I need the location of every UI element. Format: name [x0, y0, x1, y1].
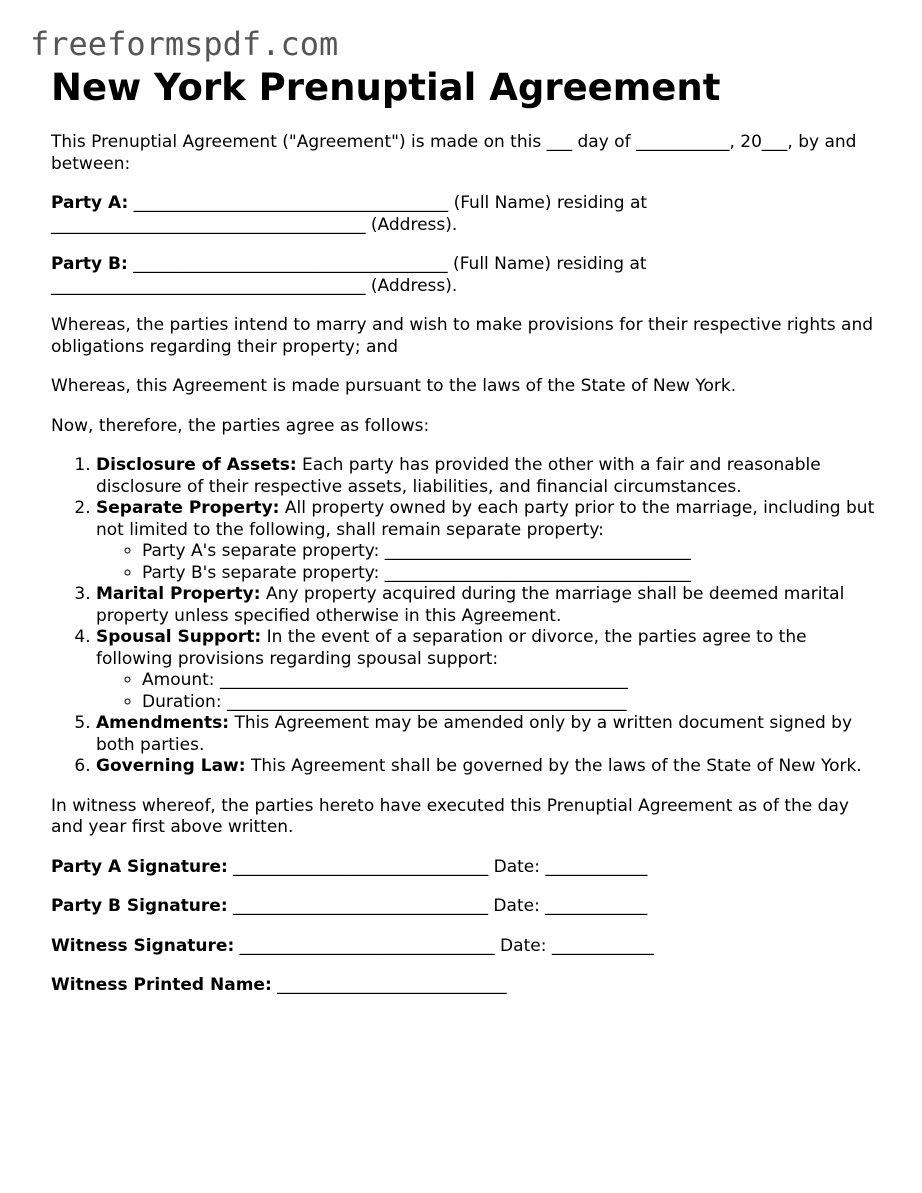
support-duration: ◦ Duration: _______________________________________________ — [142, 692, 876, 714]
intro-paragraph: This Prenuptial Agreement ("Agreement") is made on this ___ day of ___________, 20___, by and between: — [51, 132, 857, 174]
witness-printed-name-line — [51, 975, 876, 997]
term-heading: Separate Property: — [96, 498, 280, 518]
term-text: Any property acquired during the marriage shall be deemed marital property unless specified otherwise in this Agreement. — [96, 584, 845, 626]
term-heading: Governing Law: — [96, 756, 246, 776]
watermark: freeformspdf.com — [30, 25, 339, 63]
party-b-line — [51, 254, 876, 297]
spousal-support-sublist — [96, 670, 876, 713]
support-amount: ◦ Amount: ________________________________________________ — [142, 670, 876, 692]
party-b-label: Party B: — [51, 254, 128, 274]
whereas-law: Whereas, this Agreement is made pursuant to the laws of the State of New York. — [51, 376, 737, 396]
separate-property-sublist — [96, 541, 876, 584]
agreement-terms-list — [51, 455, 876, 778]
now-therefore: Now, therefore, the parties agree as follows: — [51, 415, 430, 436]
party-b-separate-property: ◦ Party B's separate property: ____________________________________ — [142, 563, 876, 585]
term-amendments — [96, 713, 876, 756]
signature-fields: ______________________________ Date: ____________ — [234, 935, 654, 956]
term-governing-law — [96, 756, 876, 778]
term-heading: Marital Property: — [96, 584, 261, 604]
signature-label: Witness Signature: — [51, 935, 235, 956]
term-text: All property owned by each party prior to the marriage, including but not limited to the following, shall remain separate property: — [96, 498, 875, 540]
party-a-fields: _____________________________________ (Full Name) residing at _____________________________________ (Address). — [51, 193, 648, 235]
party-a-line — [51, 193, 876, 236]
term-text: Each party has provided the other with a fair and reasonable disclosure of their respective assets, liabilities, and financial circumstances. — [96, 455, 821, 497]
term-heading: Amendments: — [96, 713, 230, 733]
signature-fields: ______________________________ Date: ____________ — [227, 896, 648, 916]
term-marital-property — [96, 584, 876, 627]
witness-signature-line — [51, 936, 876, 958]
whereas-intent: Whereas, the parties intend to marry and wish to make provisions for their respective rights and obligations regarding their property; and — [51, 315, 874, 357]
signature-label: Party A Signature: — [51, 856, 228, 877]
signature-fields: ___________________________ — [271, 975, 507, 995]
term-separate-property — [96, 498, 876, 584]
witness-clause: In witness whereof, the parties hereto have executed this Prenuptial Agreement as of the day and year first above written. — [51, 795, 849, 837]
term-disclosure-of-assets — [96, 455, 876, 498]
signature-fields: ______________________________ Date: ____________ — [227, 856, 648, 877]
term-heading: Disclosure of Assets: — [96, 455, 297, 475]
document-title: New York Prenuptial Agreement — [51, 66, 721, 109]
party-a-label: Party A: — [51, 193, 129, 213]
term-text: This Agreement shall be governed by the laws of the State of New York. — [245, 756, 862, 776]
party-a-signature-line — [51, 857, 876, 879]
term-heading: Spousal Support: — [96, 627, 262, 647]
signature-label: Party B Signature: — [51, 896, 228, 916]
party-a-separate-property: ◦ Party A's separate property: ____________________________________ — [142, 541, 876, 563]
party-b-fields: _____________________________________ (Full Name) residing at _____________________________________ (Address). — [51, 254, 647, 296]
party-b-signature-line — [51, 896, 876, 918]
term-text: In the event of a separation or divorce, the parties agree to the following provisions regarding spousal support: — [96, 627, 807, 669]
term-text: This Agreement may be amended only by a written document signed by both parties. — [96, 713, 853, 755]
signature-label: Witness Printed Name: — [51, 975, 272, 995]
term-spousal-support — [96, 627, 876, 713]
document-body — [51, 132, 876, 997]
